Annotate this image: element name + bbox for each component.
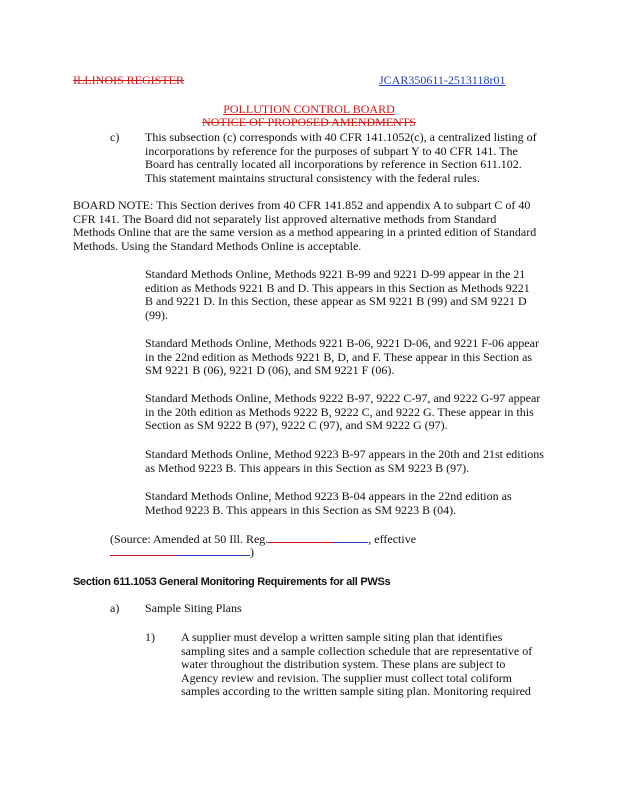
source-effective: , effective bbox=[368, 532, 417, 546]
section-heading: Section 611.1053 General Monitoring Requirements for all PWSs bbox=[73, 576, 391, 588]
subsection-c-line: Board has centrally located all incorporations by reference in Section 611.102. bbox=[145, 157, 522, 171]
method-line: edition as Methods 9221 B and D. This appears in this Section as Methods 9221 bbox=[145, 280, 530, 295]
method-line: in the 22nd edition as Methods 9221 B, D, and F. These appear in this Section as bbox=[145, 349, 533, 364]
method-line: SM 9221 B (06), 9221 D (06), and SM 9221 F (06). bbox=[145, 363, 395, 377]
item-1-marker: 1) bbox=[145, 630, 155, 644]
method-paragraph bbox=[145, 490, 512, 517]
method-line: as Method 9223 B. This appears in this Section as SM 9223 B (97). bbox=[145, 460, 470, 475]
board-note-line: Methods. Using the Standard Methods Online is acceptable. bbox=[73, 238, 362, 253]
method-paragraph bbox=[145, 268, 530, 322]
illinois-register-header: ILLINOIS REGISTER bbox=[73, 73, 184, 87]
method-paragraph bbox=[145, 337, 539, 378]
subsection-c-text bbox=[145, 131, 537, 185]
subsection-a-title: Sample Siting Plans bbox=[145, 601, 242, 615]
method-line: in the 20th edition as Methods 9222 B, 9222 C, and 9222 G. These appear in this bbox=[145, 404, 534, 419]
method-line: Standard Methods Online, Methods 9222 B-97, 9222 C-97, and 9222 G-97 appear bbox=[145, 391, 541, 405]
method-line: Standard Methods Online, Methods 9221 B-99 and 9221 D-99 appear in the 21 bbox=[145, 267, 526, 281]
notice-title: NOTICE OF PROPOSED AMENDMENTS bbox=[202, 115, 416, 129]
register-volume-blank bbox=[268, 532, 334, 543]
method-line: Standard Methods Online, Method 9223 B-04 appears in the 22nd edition as bbox=[145, 489, 512, 503]
register-page-blank bbox=[334, 532, 368, 543]
source-close: ) bbox=[250, 545, 254, 559]
subsection-c-line: This statement maintains structural consistency with the federal rules. bbox=[145, 170, 480, 185]
jcar-code-link[interactable]: JCAR350611-2513118r01 bbox=[379, 73, 506, 87]
method-line: Method 9223 B. This appears in this Section as SM 9223 B (04). bbox=[145, 502, 457, 517]
source-prefix: (Source: Amended at 50 Ill. Reg. bbox=[110, 532, 269, 546]
method-line: Section as SM 9222 B (97), 9222 C (97), and SM 9222 G (97). bbox=[145, 418, 448, 432]
item-1-line: A supplier must develop a written sample siting plan that identifies bbox=[181, 630, 503, 644]
item-1-line: Agency review and revision. The supplier must collect total coliform bbox=[181, 670, 513, 685]
subsection-a-marker: a) bbox=[110, 601, 120, 615]
method-paragraph bbox=[145, 392, 540, 433]
method-line: Standard Methods Online, Method 9223 B-97 appears in the 20th and 21st editions bbox=[145, 447, 544, 461]
board-note-line: CFR 141. The Board did not separately list approved alternative methods from Standard bbox=[73, 211, 497, 226]
board-note bbox=[73, 199, 536, 253]
item-1-line: samples according to the written sample siting plan. Monitoring required bbox=[181, 684, 531, 698]
subsection-c-marker: c) bbox=[110, 130, 120, 144]
method-line: (99). bbox=[145, 307, 168, 322]
board-note-line: BOARD NOTE: This Section derives from 40 CFR 141.852 and appendix A to subpart C of 40 bbox=[73, 198, 531, 212]
method-paragraph bbox=[145, 448, 544, 475]
item-1-line: water throughout the distribution system. These plans are subject to bbox=[181, 657, 506, 671]
method-line: Standard Methods Online, Methods 9221 B-06, 9221 D-06, and 9221 F-06 appear bbox=[145, 336, 539, 350]
item-1-text bbox=[181, 631, 532, 699]
source-note-line2 bbox=[110, 545, 254, 560]
effective-date-blank-red bbox=[110, 545, 176, 556]
agency-title: POLLUTION CONTROL BOARD bbox=[223, 102, 395, 116]
item-1-line: sampling sites and a sample collection schedule that are representative of bbox=[181, 643, 533, 658]
board-note-line: Methods Online that are the same version as a method appearing in a printed edition of Standard bbox=[73, 225, 537, 239]
effective-date-blank-blue bbox=[176, 545, 250, 556]
method-line: B and 9221 D. In this Section, these appear as SM 9221 B (99) and SM 9221 D bbox=[145, 294, 527, 308]
subsection-c-line: This subsection (c) corresponds with 40 CFR 141.1052(c), a centralized listing of bbox=[145, 130, 537, 144]
subsection-c-line: incorporations by reference for the purposes of subpart Y to 40 CFR 141. The bbox=[145, 143, 518, 158]
